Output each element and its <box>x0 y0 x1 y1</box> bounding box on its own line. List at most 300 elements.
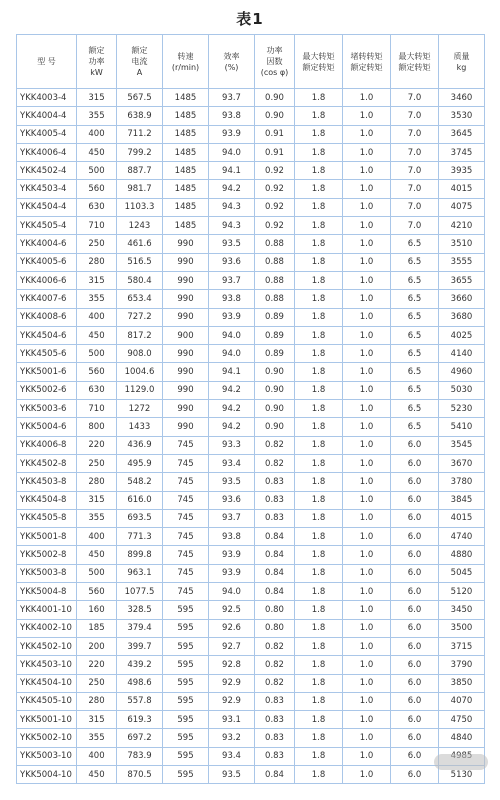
table-cell: 1.0 <box>343 345 391 363</box>
table-cell: 93.8 <box>209 107 255 125</box>
table-cell: 0.80 <box>255 619 295 637</box>
table-cell: 990 <box>163 253 209 271</box>
table-cell: 0.90 <box>255 363 295 381</box>
table-cell: 7.0 <box>391 125 439 143</box>
table-cell: 93.9 <box>209 546 255 564</box>
table-cell: 1.8 <box>295 564 343 582</box>
header-row <box>17 35 485 89</box>
table-cell: 315 <box>77 271 117 289</box>
table-cell: 6.5 <box>391 345 439 363</box>
table-cell: 899.8 <box>117 546 163 564</box>
table-cell: 92.9 <box>209 692 255 710</box>
table-cell: 0.80 <box>255 601 295 619</box>
table-cell: 4960 <box>439 363 485 381</box>
table-cell: 619.3 <box>117 711 163 729</box>
table-cell: 6.5 <box>391 308 439 326</box>
table-cell: 3680 <box>439 308 485 326</box>
table-cell: 1.0 <box>343 747 391 765</box>
table-cell: 0.92 <box>255 162 295 180</box>
column-header <box>117 35 163 89</box>
table-cell: 1.0 <box>343 528 391 546</box>
table-cell: 653.4 <box>117 290 163 308</box>
table-cell: 0.83 <box>255 491 295 509</box>
column-header-line: 额定 <box>131 46 148 55</box>
table-cell: 1.0 <box>343 143 391 161</box>
table-cell: 0.83 <box>255 473 295 491</box>
table-cell: 1.0 <box>343 107 391 125</box>
table-cell: 1.0 <box>343 418 391 436</box>
table-cell: 817.2 <box>117 326 163 344</box>
table-cell: 595 <box>163 619 209 637</box>
table-cell: 93.7 <box>209 89 255 107</box>
table-cell: 6.0 <box>391 473 439 491</box>
table-cell: 1.8 <box>295 125 343 143</box>
table-header <box>17 35 485 89</box>
table-cell: 3745 <box>439 143 485 161</box>
table-row <box>17 217 485 235</box>
table-row <box>17 454 485 472</box>
table-cell: 379.4 <box>117 619 163 637</box>
table-cell: 870.5 <box>117 765 163 783</box>
table-row <box>17 271 485 289</box>
table-row <box>17 564 485 582</box>
table-cell: 7.0 <box>391 198 439 216</box>
table-cell: 94.2 <box>209 180 255 198</box>
table-cell: 6.5 <box>391 235 439 253</box>
table-cell: 5230 <box>439 400 485 418</box>
table-cell: 3935 <box>439 162 485 180</box>
table-cell: 94.0 <box>209 583 255 601</box>
table-cell: YKK4002-10 <box>17 619 77 637</box>
table-cell: 5045 <box>439 564 485 582</box>
table-cell: 1.8 <box>295 509 343 527</box>
table-cell: 638.9 <box>117 107 163 125</box>
table-cell: 1.8 <box>295 400 343 418</box>
table-cell: 3850 <box>439 674 485 692</box>
table-cell: YKK4503-10 <box>17 656 77 674</box>
table-cell: 4015 <box>439 509 485 527</box>
table-cell: 1485 <box>163 107 209 125</box>
table-cell: 93.9 <box>209 308 255 326</box>
table-row <box>17 89 485 107</box>
table-cell: 1077.5 <box>117 583 163 601</box>
table-cell: 1.8 <box>295 381 343 399</box>
table-cell: 280 <box>77 253 117 271</box>
table-row <box>17 381 485 399</box>
table-cell: 6.5 <box>391 253 439 271</box>
column-header-line: 质量 <box>453 51 470 61</box>
table-cell: 93.6 <box>209 253 255 271</box>
table-cell: 1.8 <box>295 162 343 180</box>
column-header-line: (%) <box>224 62 239 72</box>
column-header-line: 转速 <box>177 51 194 61</box>
table-cell: 6.0 <box>391 436 439 454</box>
table-cell: 1.8 <box>295 363 343 381</box>
table-cell: YKK5001-10 <box>17 711 77 729</box>
table-cell: 0.89 <box>255 345 295 363</box>
table-cell: 3530 <box>439 107 485 125</box>
table-cell: 3450 <box>439 601 485 619</box>
table-cell: 7.0 <box>391 217 439 235</box>
table-cell: 745 <box>163 454 209 472</box>
table-cell: 990 <box>163 345 209 363</box>
column-header <box>209 35 255 89</box>
table-cell: YKK5002-10 <box>17 729 77 747</box>
column-header-line: 额定转矩 <box>398 62 431 72</box>
table-row <box>17 253 485 271</box>
table-cell: 400 <box>77 308 117 326</box>
table-row <box>17 747 485 765</box>
table-row <box>17 308 485 326</box>
column-header <box>255 35 295 89</box>
table-row <box>17 107 485 125</box>
table-cell: 250 <box>77 235 117 253</box>
table-cell: 6.0 <box>391 583 439 601</box>
table-cell: 93.6 <box>209 491 255 509</box>
table-cell: 6.0 <box>391 729 439 747</box>
table-cell: 220 <box>77 436 117 454</box>
table-cell: 4140 <box>439 345 485 363</box>
table-cell: 1.8 <box>295 418 343 436</box>
table-cell: 4750 <box>439 711 485 729</box>
column-header-line: 因数 <box>266 57 283 66</box>
table-cell: 0.92 <box>255 180 295 198</box>
table-cell: 6.5 <box>391 418 439 436</box>
table-cell: 400 <box>77 747 117 765</box>
table-cell: 3555 <box>439 253 485 271</box>
table-cell: 4210 <box>439 217 485 235</box>
table-cell: 93.5 <box>209 765 255 783</box>
table-cell: 1.8 <box>295 491 343 509</box>
table-cell: 1.0 <box>343 491 391 509</box>
table-cell: 595 <box>163 601 209 619</box>
column-header-line: 效率 <box>223 51 240 61</box>
table-cell: 0.83 <box>255 692 295 710</box>
table-cell: 1485 <box>163 180 209 198</box>
table-cell: YKK4008-6 <box>17 308 77 326</box>
table-cell: 595 <box>163 747 209 765</box>
table-cell: YKK5004-8 <box>17 583 77 601</box>
table-cell: 6.5 <box>391 381 439 399</box>
table-cell: 6.0 <box>391 765 439 783</box>
table-cell: 560 <box>77 180 117 198</box>
table-cell: YKK5003-6 <box>17 400 77 418</box>
table-cell: YKK5001-6 <box>17 363 77 381</box>
table-cell: 745 <box>163 491 209 509</box>
table-cell: 1.0 <box>343 473 391 491</box>
table-cell: 1.0 <box>343 162 391 180</box>
column-header-line: 电流 <box>131 57 148 66</box>
table-cell: 6.0 <box>391 528 439 546</box>
table-cell: 7.0 <box>391 107 439 125</box>
table-cell: 1.0 <box>343 619 391 637</box>
table-cell: 1.0 <box>343 765 391 783</box>
table-cell: 1243 <box>117 217 163 235</box>
table-cell: 5120 <box>439 583 485 601</box>
table-cell: 1.8 <box>295 345 343 363</box>
table-cell: 0.88 <box>255 253 295 271</box>
table-cell: 93.7 <box>209 271 255 289</box>
table-row <box>17 363 485 381</box>
table-cell: 745 <box>163 436 209 454</box>
column-header-line: 型 号 <box>37 57 56 66</box>
table-row <box>17 491 485 509</box>
table-cell: 595 <box>163 637 209 655</box>
table-cell: 92.7 <box>209 637 255 655</box>
table-cell: 93.4 <box>209 747 255 765</box>
table-cell: 6.5 <box>391 326 439 344</box>
table-cell: 94.2 <box>209 381 255 399</box>
table-row <box>17 180 485 198</box>
table-cell: 1.0 <box>343 711 391 729</box>
table-cell: 1.8 <box>295 180 343 198</box>
table-cell: 560 <box>77 363 117 381</box>
table-row <box>17 765 485 783</box>
table-row <box>17 345 485 363</box>
table-cell: 1.0 <box>343 235 391 253</box>
table-cell: 1.0 <box>343 436 391 454</box>
table-cell: 1.8 <box>295 89 343 107</box>
table-cell: 548.2 <box>117 473 163 491</box>
table-cell: 0.88 <box>255 271 295 289</box>
table-cell: YKK4001-10 <box>17 601 77 619</box>
table-cell: 745 <box>163 546 209 564</box>
table-cell: 1.0 <box>343 363 391 381</box>
column-header-line: 功率 <box>266 46 283 55</box>
watermark <box>434 754 488 770</box>
table-cell: 92.5 <box>209 601 255 619</box>
column-header-line: kg <box>456 62 467 72</box>
table-cell: 1485 <box>163 198 209 216</box>
table-cell: 1485 <box>163 143 209 161</box>
table-cell: 93.5 <box>209 235 255 253</box>
table-cell: 0.83 <box>255 729 295 747</box>
table-cell: 3660 <box>439 290 485 308</box>
column-header <box>163 35 209 89</box>
table-cell: 1129.0 <box>117 381 163 399</box>
table-row <box>17 418 485 436</box>
column-header-line: 最大转矩 <box>398 51 431 61</box>
table-cell: 990 <box>163 381 209 399</box>
table-cell: 0.82 <box>255 656 295 674</box>
table-cell: 3780 <box>439 473 485 491</box>
table-cell: 908.0 <box>117 345 163 363</box>
table-cell: YKK4505-8 <box>17 509 77 527</box>
table-cell: 0.88 <box>255 290 295 308</box>
table-cell: YKK4004-4 <box>17 107 77 125</box>
table-cell: 0.90 <box>255 418 295 436</box>
table-cell: 315 <box>77 711 117 729</box>
table-cell: 93.9 <box>209 125 255 143</box>
table-cell: 990 <box>163 400 209 418</box>
table-cell: 1.8 <box>295 253 343 271</box>
table-cell: 400 <box>77 528 117 546</box>
table-cell: 93.8 <box>209 290 255 308</box>
table-cell: 6.0 <box>391 637 439 655</box>
table-cell: 1.8 <box>295 601 343 619</box>
table-cell: 6.0 <box>391 546 439 564</box>
table-cell: 560 <box>77 583 117 601</box>
table-cell: 595 <box>163 656 209 674</box>
table-cell: 6.0 <box>391 491 439 509</box>
table-cell: YKK4005-4 <box>17 125 77 143</box>
table-cell: 1.8 <box>295 217 343 235</box>
table-cell: YKK4007-6 <box>17 290 77 308</box>
column-header <box>295 35 343 89</box>
table-cell: YKK4502-8 <box>17 454 77 472</box>
table-row <box>17 674 485 692</box>
table-cell: 963.1 <box>117 564 163 582</box>
table-cell: 1.8 <box>295 619 343 637</box>
table-cell: 94.0 <box>209 326 255 344</box>
table-cell: 1.0 <box>343 656 391 674</box>
table-row <box>17 637 485 655</box>
table-cell: 185 <box>77 619 117 637</box>
table-cell: 328.5 <box>117 601 163 619</box>
table-row <box>17 692 485 710</box>
table-cell: 0.83 <box>255 509 295 527</box>
table-cell: 800 <box>77 418 117 436</box>
table-cell: 1.8 <box>295 454 343 472</box>
table-cell: 0.91 <box>255 143 295 161</box>
table-row <box>17 125 485 143</box>
table-cell: 355 <box>77 107 117 125</box>
table-cell: 0.82 <box>255 436 295 454</box>
table-cell: 94.1 <box>209 162 255 180</box>
table-cell: YKK4503-4 <box>17 180 77 198</box>
table-cell: 1.0 <box>343 729 391 747</box>
column-header-line: (r/min) <box>171 62 200 72</box>
table-cell: 4070 <box>439 692 485 710</box>
table-cell: 0.82 <box>255 637 295 655</box>
table-cell: 799.2 <box>117 143 163 161</box>
table-cell: 5410 <box>439 418 485 436</box>
table-cell: 6.0 <box>391 454 439 472</box>
table-cell: 1.0 <box>343 198 391 216</box>
table-cell: 1.0 <box>343 290 391 308</box>
table-cell: 1485 <box>163 162 209 180</box>
table-cell: 0.83 <box>255 711 295 729</box>
table-cell: 1272 <box>117 400 163 418</box>
table-cell: 1.0 <box>343 674 391 692</box>
table-cell: 7.0 <box>391 162 439 180</box>
motor-spec-table <box>16 34 485 784</box>
table-cell: 1.8 <box>295 692 343 710</box>
table-cell: YKK4006-4 <box>17 143 77 161</box>
table-cell: 745 <box>163 564 209 582</box>
column-header-line: 额定转矩 <box>302 62 335 72</box>
column-header <box>17 35 77 89</box>
table-cell: 990 <box>163 290 209 308</box>
table-cell: 3460 <box>439 89 485 107</box>
table-cell: 6.0 <box>391 619 439 637</box>
table-cell: 92.8 <box>209 656 255 674</box>
table-cell: 4840 <box>439 729 485 747</box>
table-cell: 3845 <box>439 491 485 509</box>
table-cell: 93.7 <box>209 509 255 527</box>
table-cell: 0.82 <box>255 674 295 692</box>
column-header-line: kW <box>90 68 103 77</box>
table-cell: 887.7 <box>117 162 163 180</box>
table-cell: 1.8 <box>295 729 343 747</box>
table-row <box>17 473 485 491</box>
table-cell: 94.2 <box>209 418 255 436</box>
table-cell: 436.9 <box>117 436 163 454</box>
table-cell: 4740 <box>439 528 485 546</box>
table-row <box>17 436 485 454</box>
table-cell: 697.2 <box>117 729 163 747</box>
table-cell: 1.0 <box>343 271 391 289</box>
table-cell: 93.8 <box>209 528 255 546</box>
column-header-line: (cos φ) <box>260 68 289 77</box>
table-cell: 516.5 <box>117 253 163 271</box>
table-cell: YKK4505-10 <box>17 692 77 710</box>
table-cell: 0.84 <box>255 546 295 564</box>
table-cell: 355 <box>77 509 117 527</box>
table-cell: 7.0 <box>391 143 439 161</box>
table-cell: 1.0 <box>343 564 391 582</box>
table-cell: 0.83 <box>255 747 295 765</box>
table-cell: 3670 <box>439 454 485 472</box>
table-cell: 93.4 <box>209 454 255 472</box>
table-cell: 500 <box>77 345 117 363</box>
table-cell: 1485 <box>163 89 209 107</box>
table-cell: 567.5 <box>117 89 163 107</box>
table-row <box>17 656 485 674</box>
table-row <box>17 198 485 216</box>
table-cell: 0.92 <box>255 198 295 216</box>
column-header-line: A <box>136 68 143 77</box>
table-cell: 0.91 <box>255 125 295 143</box>
table-cell: 93.5 <box>209 473 255 491</box>
table-row <box>17 711 485 729</box>
table-cell: YKK4505-6 <box>17 345 77 363</box>
table-row <box>17 619 485 637</box>
table-cell: 745 <box>163 583 209 601</box>
table-cell: 92.6 <box>209 619 255 637</box>
table-cell: 1.8 <box>295 326 343 344</box>
table-cell: 630 <box>77 381 117 399</box>
table-row <box>17 235 485 253</box>
table-cell: YKK4504-6 <box>17 326 77 344</box>
table-cell: YKK4504-10 <box>17 674 77 692</box>
table-cell: 0.92 <box>255 217 295 235</box>
table-cell: 1103.3 <box>117 198 163 216</box>
table-cell: 1.0 <box>343 89 391 107</box>
table-row <box>17 400 485 418</box>
table-cell: 355 <box>77 729 117 747</box>
table-cell: 6.0 <box>391 509 439 527</box>
table-cell: YKK5003-8 <box>17 564 77 582</box>
column-header-line: 功率 <box>88 57 105 66</box>
table-cell: YKK4504-4 <box>17 198 77 216</box>
table-row <box>17 583 485 601</box>
table-row <box>17 528 485 546</box>
table-cell: 1.0 <box>343 692 391 710</box>
table-cell: 693.5 <box>117 509 163 527</box>
table-cell: YKK5004-6 <box>17 418 77 436</box>
table-cell: 6.5 <box>391 400 439 418</box>
table-cell: 6.0 <box>391 601 439 619</box>
table-cell: 450 <box>77 546 117 564</box>
table-cell: 439.2 <box>117 656 163 674</box>
table-cell: 3500 <box>439 619 485 637</box>
table-cell: 0.88 <box>255 235 295 253</box>
table-cell: 1.0 <box>343 308 391 326</box>
table-cell: 1.0 <box>343 601 391 619</box>
table-cell: 1.8 <box>295 674 343 692</box>
table-cell: 3545 <box>439 436 485 454</box>
